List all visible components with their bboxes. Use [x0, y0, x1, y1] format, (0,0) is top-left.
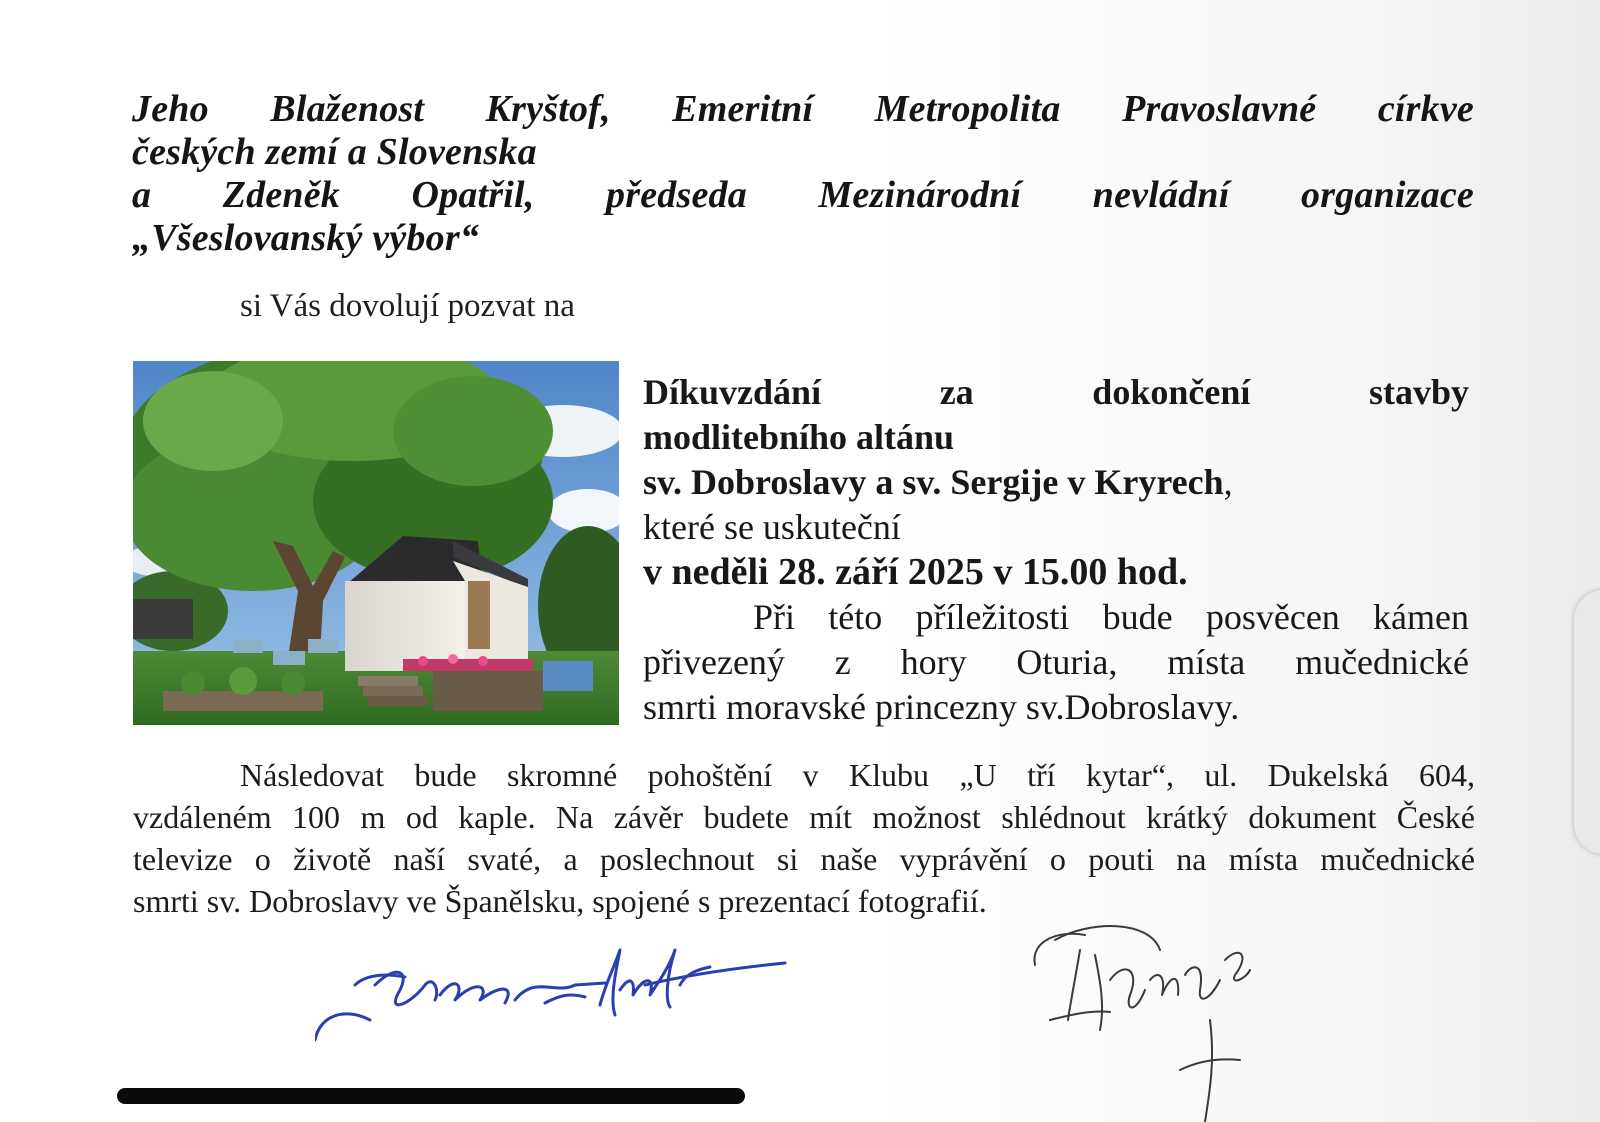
event-title-line-3: sv. Dobroslavy a sv. Sergije v Kryrech [643, 462, 1224, 502]
signature-opatril [315, 945, 795, 1045]
event-title-line-1: Díkuvzdání za dokončení stavby [643, 372, 1469, 412]
garden-chapel-photo [133, 361, 619, 725]
reception-line-3: televize o životě naší svaté, a poslechnout si naše vyprávění o pouti na místa mučednické [133, 841, 1475, 877]
heading-line-4: „Všeslovanský výbor“ [132, 217, 480, 259]
invitation-hosts-heading [132, 88, 1474, 260]
blessing-line-2: přivezený z hory Oturia, místa mučednické [643, 642, 1469, 682]
event-held-line: které se uskuteční [643, 507, 901, 547]
reception-line-1: Následovat bude skromné pohoštění v Klubu „U tří kytar“, ul. Dukelská 604, [240, 757, 1475, 793]
heading-line-1: Jeho Blaženost Kryštof, Emeritní Metropolita Pravoslavné církve [132, 88, 1474, 130]
heading-line-2: českých zemí a Slovenska [132, 131, 537, 173]
event-details [643, 370, 1469, 730]
side-panel-handle[interactable] [1574, 590, 1600, 854]
heading-line-3: a Zdeněk Opatřil, předseda Mezinárodní nevládní organizace [132, 174, 1474, 216]
blessing-line-3: smrti moravské princezny sv.Dobroslavy. [643, 687, 1240, 727]
event-title-line-3-comma: , [1223, 462, 1233, 502]
home-indicator-bar[interactable] [117, 1088, 745, 1104]
event-title-line-2: modlitebního altánu [643, 417, 955, 457]
blessing-line-1: Při této příležitosti bude posvěcen kámen [753, 597, 1469, 637]
event-title-line-3-wrap [643, 460, 1469, 505]
reception-line-4: smrti sv. Dobroslavy ve Španělsku, spojené s prezentací fotografií. [133, 883, 987, 919]
reception-paragraph [133, 754, 1475, 922]
reception-line-2: vzdáleném 100 m od kaple. Na závěr budete mít možnost shlédnout krátký dokument České [133, 799, 1475, 835]
invite-phrase: si Vás dovolují pozvat na [240, 288, 575, 324]
signature-krystof [1030, 920, 1270, 1122]
event-date-line: v neděli 28. září 2025 v 15.00 hod. [643, 551, 1188, 593]
